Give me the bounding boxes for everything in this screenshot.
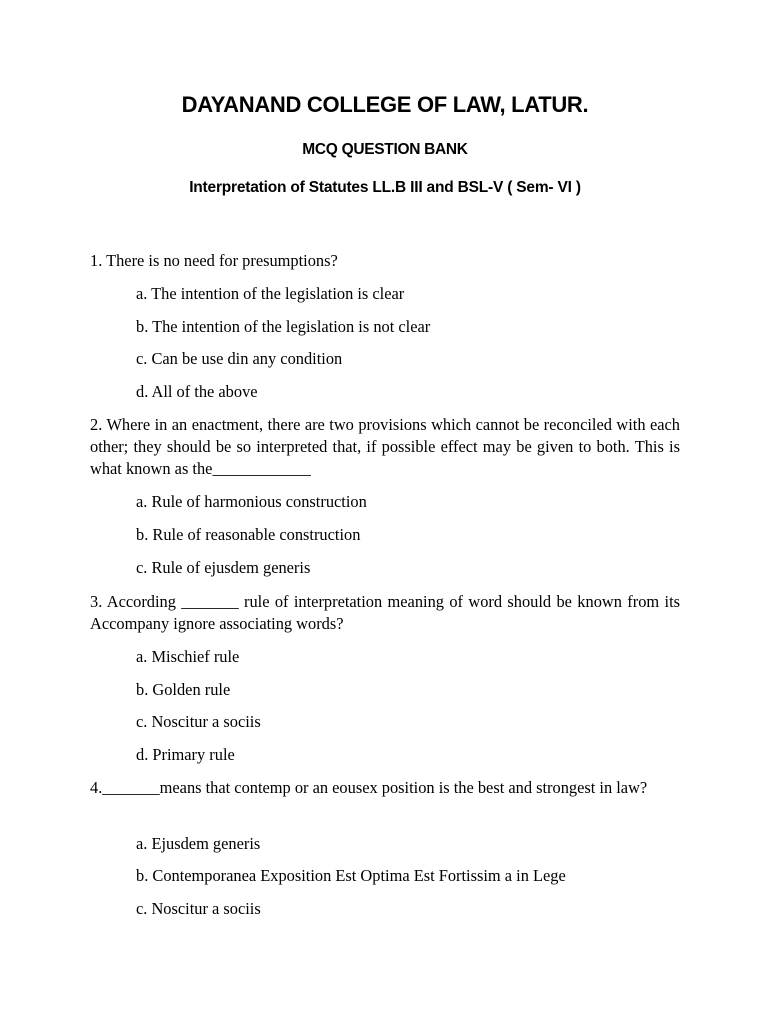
question-2: 2. Where in an enactment, there are two provisions which cannot be reconciled with each other; they should be so interpreted that, if possible effect may be given to both. This is what known as the____________ [90,415,680,478]
question-4-option-c: c. Noscitur a sociis [136,899,261,918]
question-4-option-b: b. Contemporanea Exposition Est Optima Est Fortissim a in Lege [136,866,566,885]
question-2-option-c: c. Rule of ejusdem generis [136,558,311,577]
question-1-option-b: b. The intention of the legislation is not clear [136,317,431,336]
question-2-option-a: a. Rule of harmonious construction [136,492,367,511]
question-2-option-b: b. Rule of reasonable construction [136,525,361,544]
question-1: 1. There is no need for presumptions? [90,251,338,270]
college-title: DAYANAND COLLEGE OF LAW, LATUR. [181,92,589,117]
question-1-option-d: d. All of the above [136,382,258,401]
question-1-option-a: a. The intention of the legislation is clear [136,284,405,303]
question-1-option-c: c. Can be use din any condition [136,349,343,368]
question-3: 3. According _______ rule of interpretation meaning of word should be known from its Accompany ignore associating words? [90,592,680,633]
question-3-option-b: b. Golden rule [136,680,231,699]
question-3-option-c: c. Noscitur a sociis [136,712,261,731]
subject-title: Interpretation of Statutes LL.B III and BSL-V ( Sem- VI ) [189,179,581,196]
question-3-option-a: a. Mischief rule [136,647,240,666]
question-bank-title: MCQ QUESTION BANK [302,141,468,158]
question-4: 4._______means that contemp or an eousex position is the best and strongest in law? [90,778,648,797]
question-4-option-a: a. Ejusdem generis [136,834,261,853]
question-3-option-d: d. Primary rule [136,745,235,764]
